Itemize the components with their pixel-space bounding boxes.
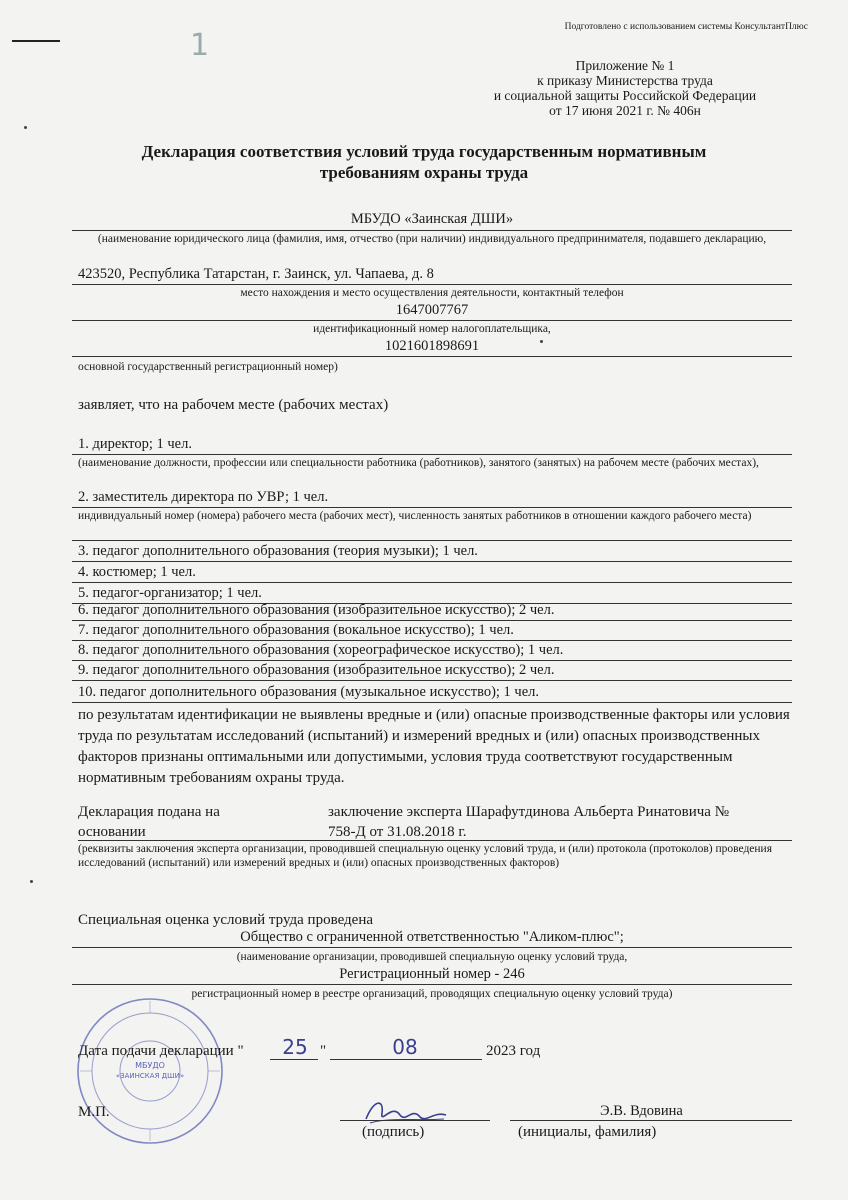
scan-speck	[24, 126, 27, 129]
title-line: требованиям охраны труда	[319, 163, 529, 182]
scan-speck	[540, 340, 543, 343]
workplace-item: 10. педагог дополнительного образования (музыкальное искусство); 1 чел.	[78, 684, 540, 700]
underline	[72, 660, 792, 661]
underline	[78, 840, 792, 841]
underline	[72, 640, 792, 641]
sout-org-caption: (наименование организации, проводившей специальную оценку условий труда,	[236, 951, 628, 963]
workplace-item: 3. педагог дополнительного образования (теория музыки); 1 чел.	[78, 543, 478, 559]
workplace-item: 4. костюмер; 1 чел.	[78, 564, 196, 580]
underline	[72, 680, 792, 681]
sout-org: Общество с ограниченной ответственностью "Аликом-плюс";	[240, 929, 624, 945]
ogrn-caption: основной государственный регистрационный номер)	[78, 361, 338, 373]
inn-caption: идентификационный номер налогоплательщика,	[313, 323, 551, 335]
stamp-center-line: «ЗАИНСКАЯ ДШИ»	[115, 1072, 185, 1080]
underline	[72, 561, 792, 562]
appendix-line: и социальной защиты Российской Федерации	[493, 88, 757, 103]
inn-value: 1647007767	[395, 302, 469, 318]
signer-name: Э.В. Вдовина	[600, 1103, 683, 1119]
underline	[72, 230, 792, 231]
underline	[330, 1059, 482, 1060]
page-corner-mark	[12, 40, 60, 42]
basis-label-line: основании	[78, 824, 146, 840]
declares-text: заявляет, что на рабочем месте (рабочих местах)	[78, 397, 389, 413]
underline	[72, 947, 792, 948]
underline	[72, 284, 792, 285]
workplace-item: 8. педагог дополнительного образования (хореографическое искусство); 1 чел.	[78, 642, 564, 658]
workplace-caption: (наименование должности, профессии или специальности работника (работников), занятого (занятых) на рабочем месте (рабочих местах),	[78, 457, 759, 469]
ogrn-value: 1021601898691	[384, 338, 480, 354]
underline	[72, 582, 792, 583]
signer-name-caption: (инициалы, фамилия)	[518, 1124, 657, 1140]
sout-reg-caption: регистрационный номер в реестре организаций, проводящих специальную оценку условий труда)	[191, 988, 673, 1000]
workplace-item: 7. педагог дополнительного образования (вокальное искусство); 1 чел.	[78, 622, 514, 638]
appendix-block	[470, 58, 780, 118]
org-name: МБУДО «Заинская ДШИ»	[350, 211, 514, 227]
org-address: 423520, Республика Татарстан, г. Заинск, ул. Чапаева, д. 8	[78, 266, 434, 282]
underline	[72, 507, 792, 508]
workplace-item: 9. педагог дополнительного образования (изобразительное искусство); 2 чел.	[78, 662, 555, 678]
underline	[72, 540, 792, 541]
basis-label	[78, 802, 220, 842]
consultant-note: Подготовлено с использованием системы КонсультантПлюс	[564, 22, 808, 32]
underline	[72, 320, 792, 321]
underline	[72, 454, 792, 455]
appendix-line: от 17 июня 2021 г. № 406н	[549, 103, 701, 118]
date-year: 2023 год	[486, 1043, 541, 1059]
underline	[510, 1120, 792, 1121]
address-caption: место нахождения и место осуществления деятельности, контактный телефон	[240, 287, 624, 299]
workplace-item: 5. педагог-организатор; 1 чел.	[78, 585, 262, 601]
underline	[72, 702, 792, 703]
appendix-line: к приказу Министерства труда	[537, 73, 713, 88]
conclusion-text: по результатам идентификации не выявлены вредные и (или) опасные производственные факторы или условия труда по результатам исследований (испытаний) и измерений вредных и (или) опасных производственных факторов признаны оптимальными или допустимыми, условия труда соответствуют государственным нормативным требованиям охраны труда.	[78, 707, 790, 786]
underline	[72, 356, 792, 357]
underline	[72, 984, 792, 985]
underline	[72, 620, 792, 621]
date-day: 25	[282, 1035, 308, 1059]
workplace-item: 6. педагог дополнительного образования (изобразительное искусство); 2 чел.	[78, 602, 555, 618]
appendix-line: Приложение № 1	[575, 58, 675, 73]
basis-value-line: 758-Д от 31.08.2018 г.	[328, 824, 467, 840]
date-label-text: Дата подачи декларации	[78, 1043, 234, 1059]
title-line: Декларация соответствия условий труда государственным нормативным	[141, 142, 707, 161]
sout-heading: Специальная оценка условий труда проведена	[78, 912, 373, 928]
date-label: Дата подачи декларации "	[78, 1043, 244, 1059]
workplace-item: 1. директор; 1 чел.	[78, 436, 192, 452]
workplace-item: 2. заместитель директора по УВР; 1 чел.	[78, 489, 329, 505]
basis-value	[328, 802, 729, 842]
round-stamp	[75, 996, 225, 1146]
basis-caption: (реквизиты заключения эксперта организации, проводившей специальную оценку условий труда, и (или) протокола (протоколов) проведения исследований (испытаний) или измерений вредных и (или) опасных производственных факторов)	[78, 843, 773, 869]
basis-label-line: Декларация подана на	[78, 804, 220, 820]
scan-speck	[30, 880, 33, 883]
mp-label: М.П.	[78, 1104, 110, 1120]
workplace-index-caption: индивидуальный номер (номера) рабочего места (рабочих мест), численность занятых работников в отношении каждого рабочего места)	[78, 510, 752, 522]
document-title	[60, 141, 788, 183]
underline	[270, 1059, 318, 1060]
date-month: 08	[392, 1035, 418, 1059]
page-number-mark: 1	[190, 28, 210, 63]
basis-value-line: заключение эксперта Шарафутдинова Альберта Ринатовича №	[328, 804, 730, 820]
underline	[340, 1120, 490, 1121]
org-name-caption: (наименование юридического лица (фамилия, имя, отчество (при наличии) индивидуального предпринимателя, подавшего декларацию,	[97, 233, 767, 245]
sout-reg: Регистрационный номер - 246	[339, 966, 525, 982]
stamp-center-line: МБУДО	[135, 1061, 165, 1070]
signature-caption: (подпись)	[362, 1124, 425, 1140]
date-quote: "	[320, 1043, 327, 1059]
